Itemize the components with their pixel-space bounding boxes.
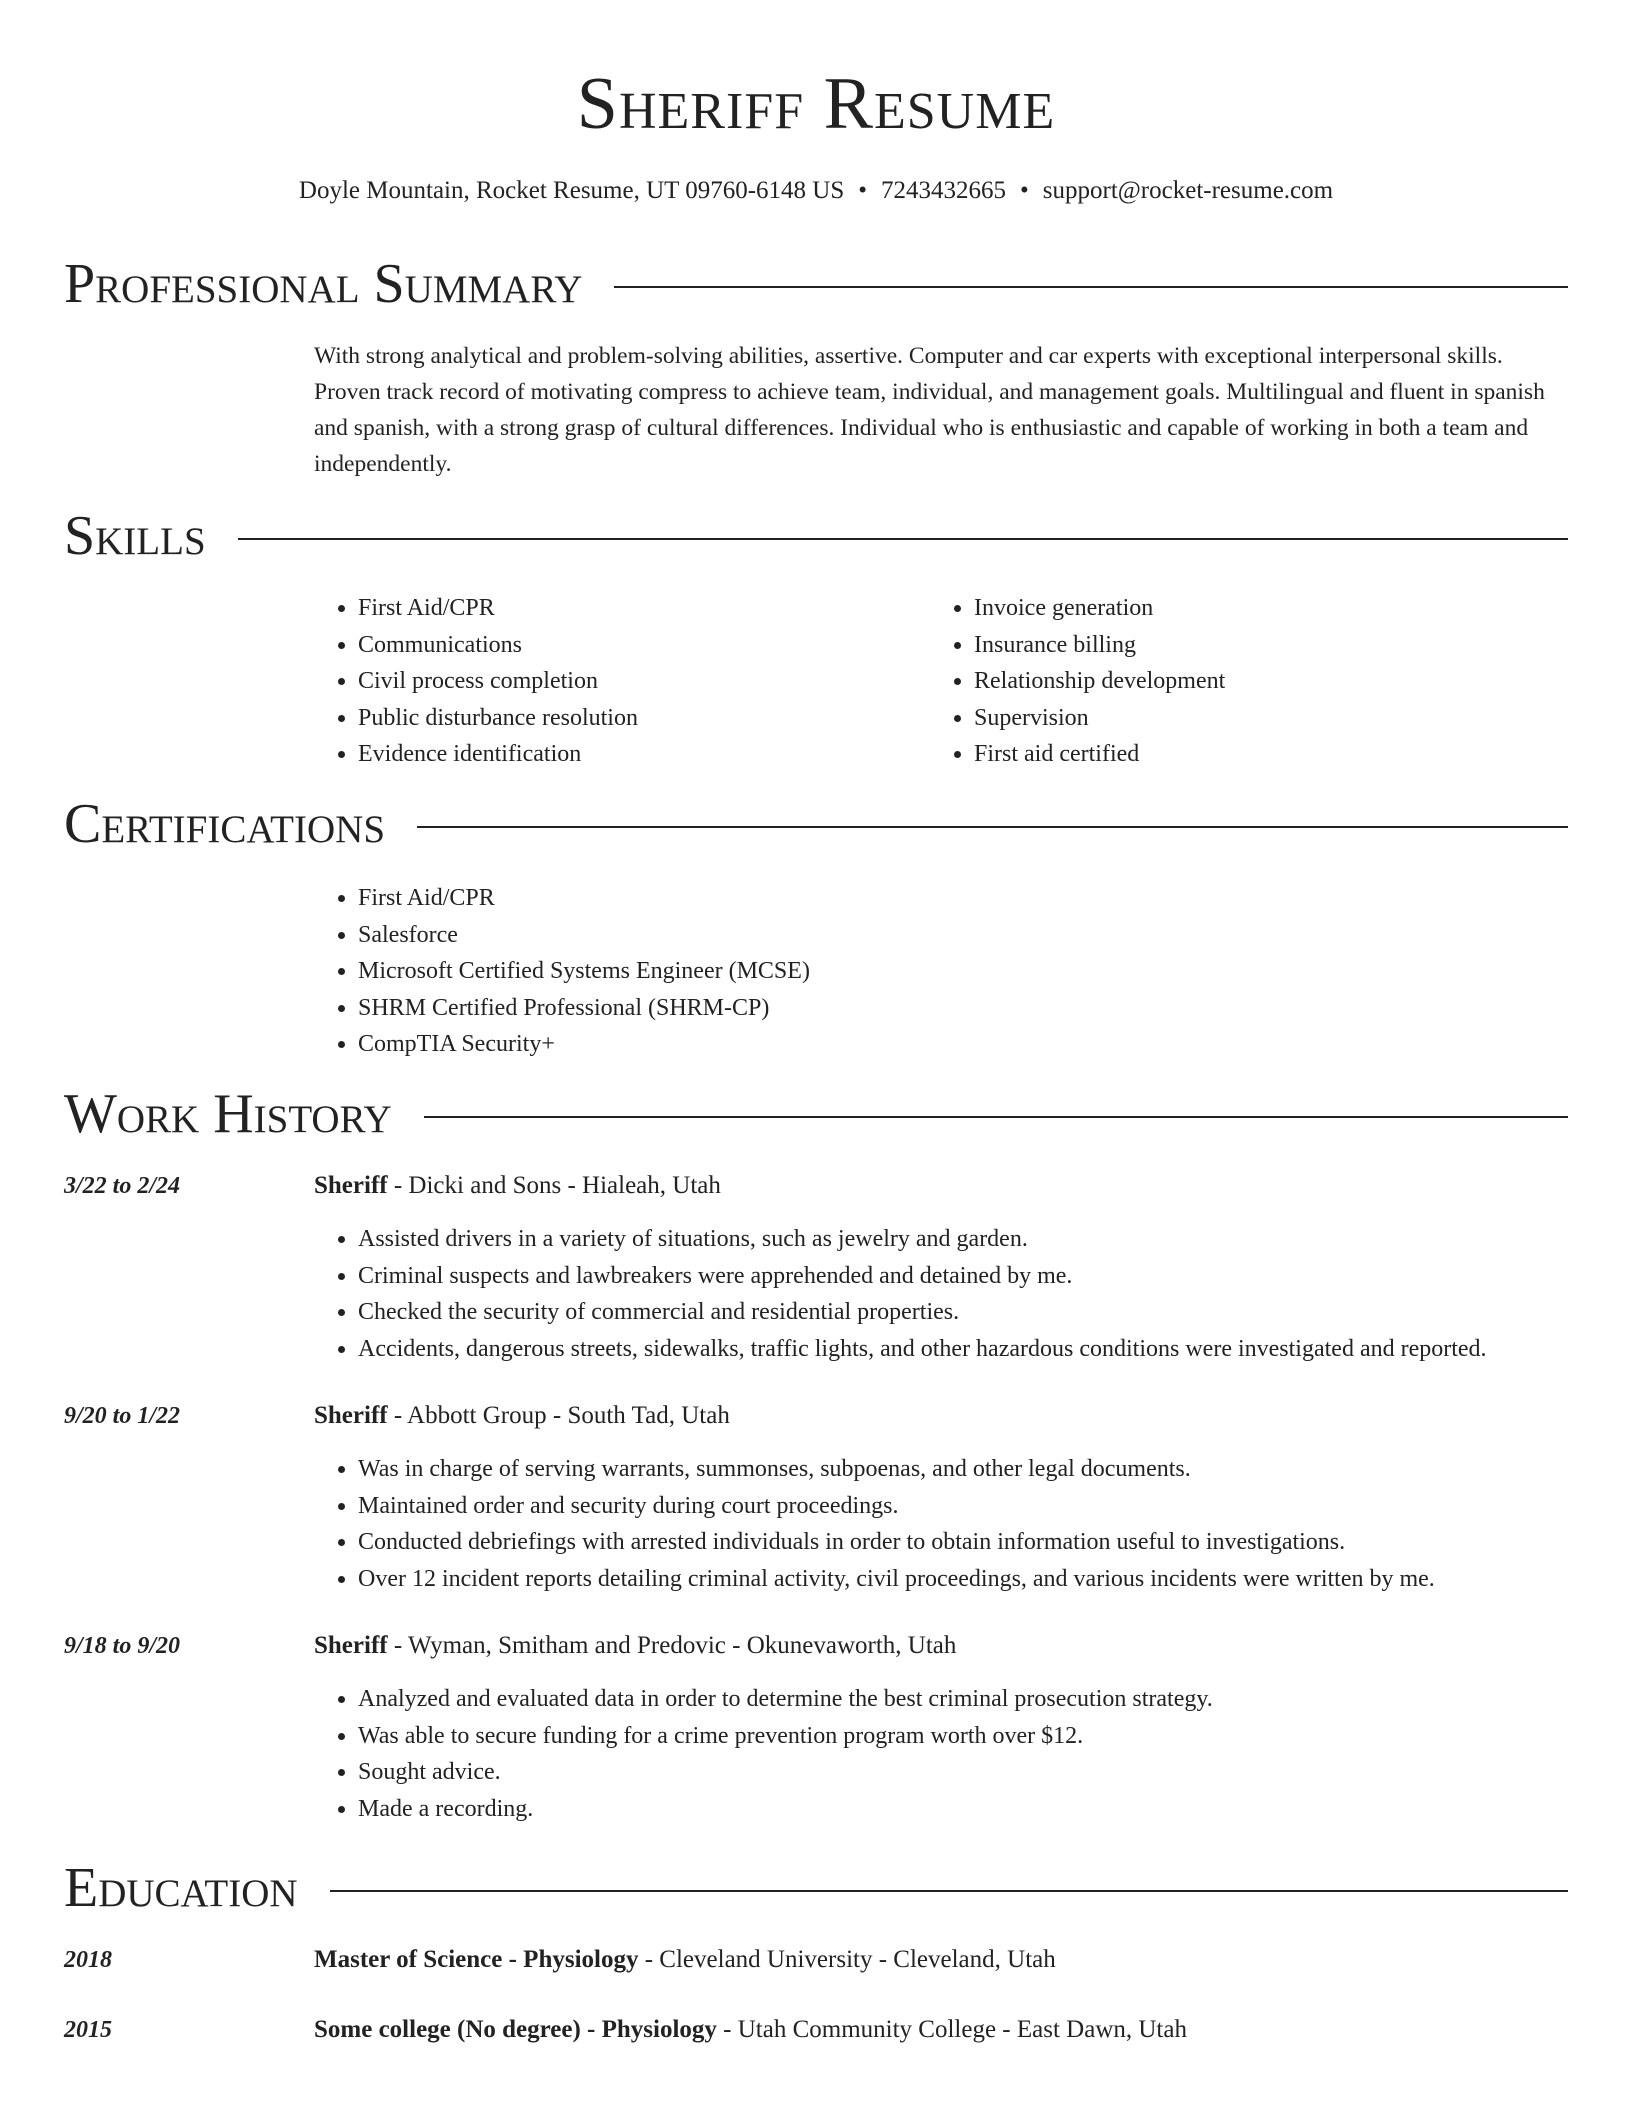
contact-line: [0, 174, 1632, 208]
section-divider: [330, 1890, 1568, 1892]
certification-item: • SHRM Certified Professional (SHRM-CP): [358, 990, 1566, 1027]
section-summary-title: Professional Summary: [64, 253, 583, 315]
certification-item: • CompTIA Security+: [358, 1026, 1566, 1063]
resume-name: Sheriff Resume: [576, 63, 1056, 145]
section-divider: [424, 1116, 1568, 1118]
contact-email: support@rocket-resume.com: [1042, 177, 1334, 204]
skill-item: • Civil process completion: [358, 663, 930, 700]
skill-item: • Communications: [358, 627, 930, 664]
summary-text: With strong analytical and problem-solving abilities, assertive. Computer and car experts with exceptional interpersonal skills. Proven track record of motivating compress to achieve team, individual, and management goals. Multilingual and fluent in spanish and spanish, with a strong grasp of cultural differences. Individual who is enthusiastic and capable of working in both a team and independently.: [314, 343, 1545, 477]
education-degree: Some college (No degree) - Physiology: [314, 2016, 717, 2043]
job-title: Sheriff: [314, 1172, 388, 1199]
education-school: - Utah Community College - East Dawn, Utah: [716, 2016, 1187, 2043]
section-skills-title: Skills: [64, 505, 206, 567]
job-dates: 9/18 to 9/20: [64, 1633, 181, 1659]
skill-item: • Invoice generation: [974, 590, 1546, 627]
job-title-line: [314, 1629, 956, 1663]
education-line: [314, 2012, 1187, 2048]
job-duty: • Sought advice.: [358, 1754, 1568, 1791]
job-duty: • Criminal suspects and lawbreakers were apprehended and detained by me.: [358, 1258, 1568, 1295]
education-school: - Cleveland University - Cleveland, Utah: [638, 1946, 1056, 1973]
section-education-title: Education: [64, 1857, 298, 1919]
education-entry: [64, 1942, 1568, 1978]
skill-item: • First Aid/CPR: [358, 590, 930, 627]
skills-column-left: [314, 590, 930, 773]
education-line: [314, 1942, 1056, 1978]
certifications-list: [314, 880, 1566, 1063]
skill-item: • Supervision: [974, 700, 1546, 737]
certification-item: • First Aid/CPR: [358, 880, 1566, 917]
contact-phone: 7243432665: [881, 177, 1007, 204]
education-year: 2018: [64, 1947, 112, 1973]
certification-item: • Microsoft Certified Systems Engineer (MCSE): [358, 953, 1566, 990]
skill-item: • First aid certified: [974, 736, 1546, 773]
skill-item: • Public disturbance resolution: [358, 700, 930, 737]
section-summary-header: [64, 252, 1568, 316]
job-employer: - Abbott Group - South Tad, Utah: [387, 1402, 730, 1429]
section-work-header: [64, 1082, 1568, 1146]
skill-item: • Evidence identification: [358, 736, 930, 773]
job-title-line: [314, 1399, 730, 1433]
contact-separator: •: [858, 177, 868, 204]
job-title: Sheriff: [314, 1402, 388, 1429]
job-dates: 9/20 to 1/22: [64, 1403, 181, 1429]
job-duty: • Conducted debriefings with arrested individuals in order to obtain information useful to investigations.: [358, 1524, 1568, 1561]
section-education-header: [64, 1856, 1568, 1920]
job-title: Sheriff: [314, 1632, 388, 1659]
contact-address: Doyle Mountain, Rocket Resume, UT 09760-6148 US: [298, 177, 845, 204]
section-divider: [614, 286, 1568, 288]
job-duty: • Checked the security of commercial and residential properties.: [358, 1294, 1568, 1331]
job-dates: 3/22 to 2/24: [64, 1173, 181, 1199]
job-duty: • Maintained order and security during court proceedings.: [358, 1488, 1568, 1525]
contact-separator: •: [1020, 177, 1029, 204]
job-duty: • Analyzed and evaluated data in order to determine the best criminal prosecution strategy.: [358, 1681, 1568, 1718]
job-duty: • Over 12 incident reports detailing criminal activity, civil proceedings, and various incidents were written by me.: [358, 1561, 1568, 1598]
job-duty: • Was in charge of serving warrants, summonses, subpoenas, and other legal documents.: [358, 1451, 1568, 1488]
section-divider: [238, 538, 1568, 540]
job-duty: • Assisted drivers in a variety of situations, such as jewelry and garden.: [358, 1221, 1568, 1258]
education-year: 2015: [64, 2017, 112, 2043]
job-duty: • Accidents, dangerous streets, sidewalks, traffic lights, and other hazardous conditions were investigated and reported.: [358, 1331, 1568, 1368]
job-duties: [314, 1221, 1568, 1367]
job-title-line: [314, 1169, 721, 1203]
section-certifications-title: Certifications: [64, 793, 386, 855]
job-duties: [314, 1681, 1568, 1827]
job-employer: - Dicki and Sons - Hialeah, Utah: [387, 1172, 721, 1199]
education-entry: [64, 2012, 1568, 2048]
skill-item: • Insurance billing: [974, 627, 1546, 664]
section-skills-header: [64, 504, 1568, 568]
section-divider: [417, 826, 1568, 828]
certification-item: • Salesforce: [358, 917, 1566, 954]
section-work-title: Work History: [64, 1083, 392, 1145]
job-duty: • Made a recording.: [358, 1791, 1568, 1828]
skills-column-right: [930, 590, 1546, 773]
education-degree: Master of Science - Physiology: [314, 1946, 639, 1973]
job-employer: - Wyman, Smitham and Predovic - Okunevaworth, Utah: [387, 1632, 957, 1659]
section-certifications-header: [64, 792, 1568, 856]
skills-list: [314, 590, 1566, 773]
job-duties: [314, 1451, 1568, 1597]
skill-item: • Relationship development: [974, 663, 1546, 700]
job-duty: • Was able to secure funding for a crime prevention program worth over $12.: [358, 1718, 1568, 1755]
